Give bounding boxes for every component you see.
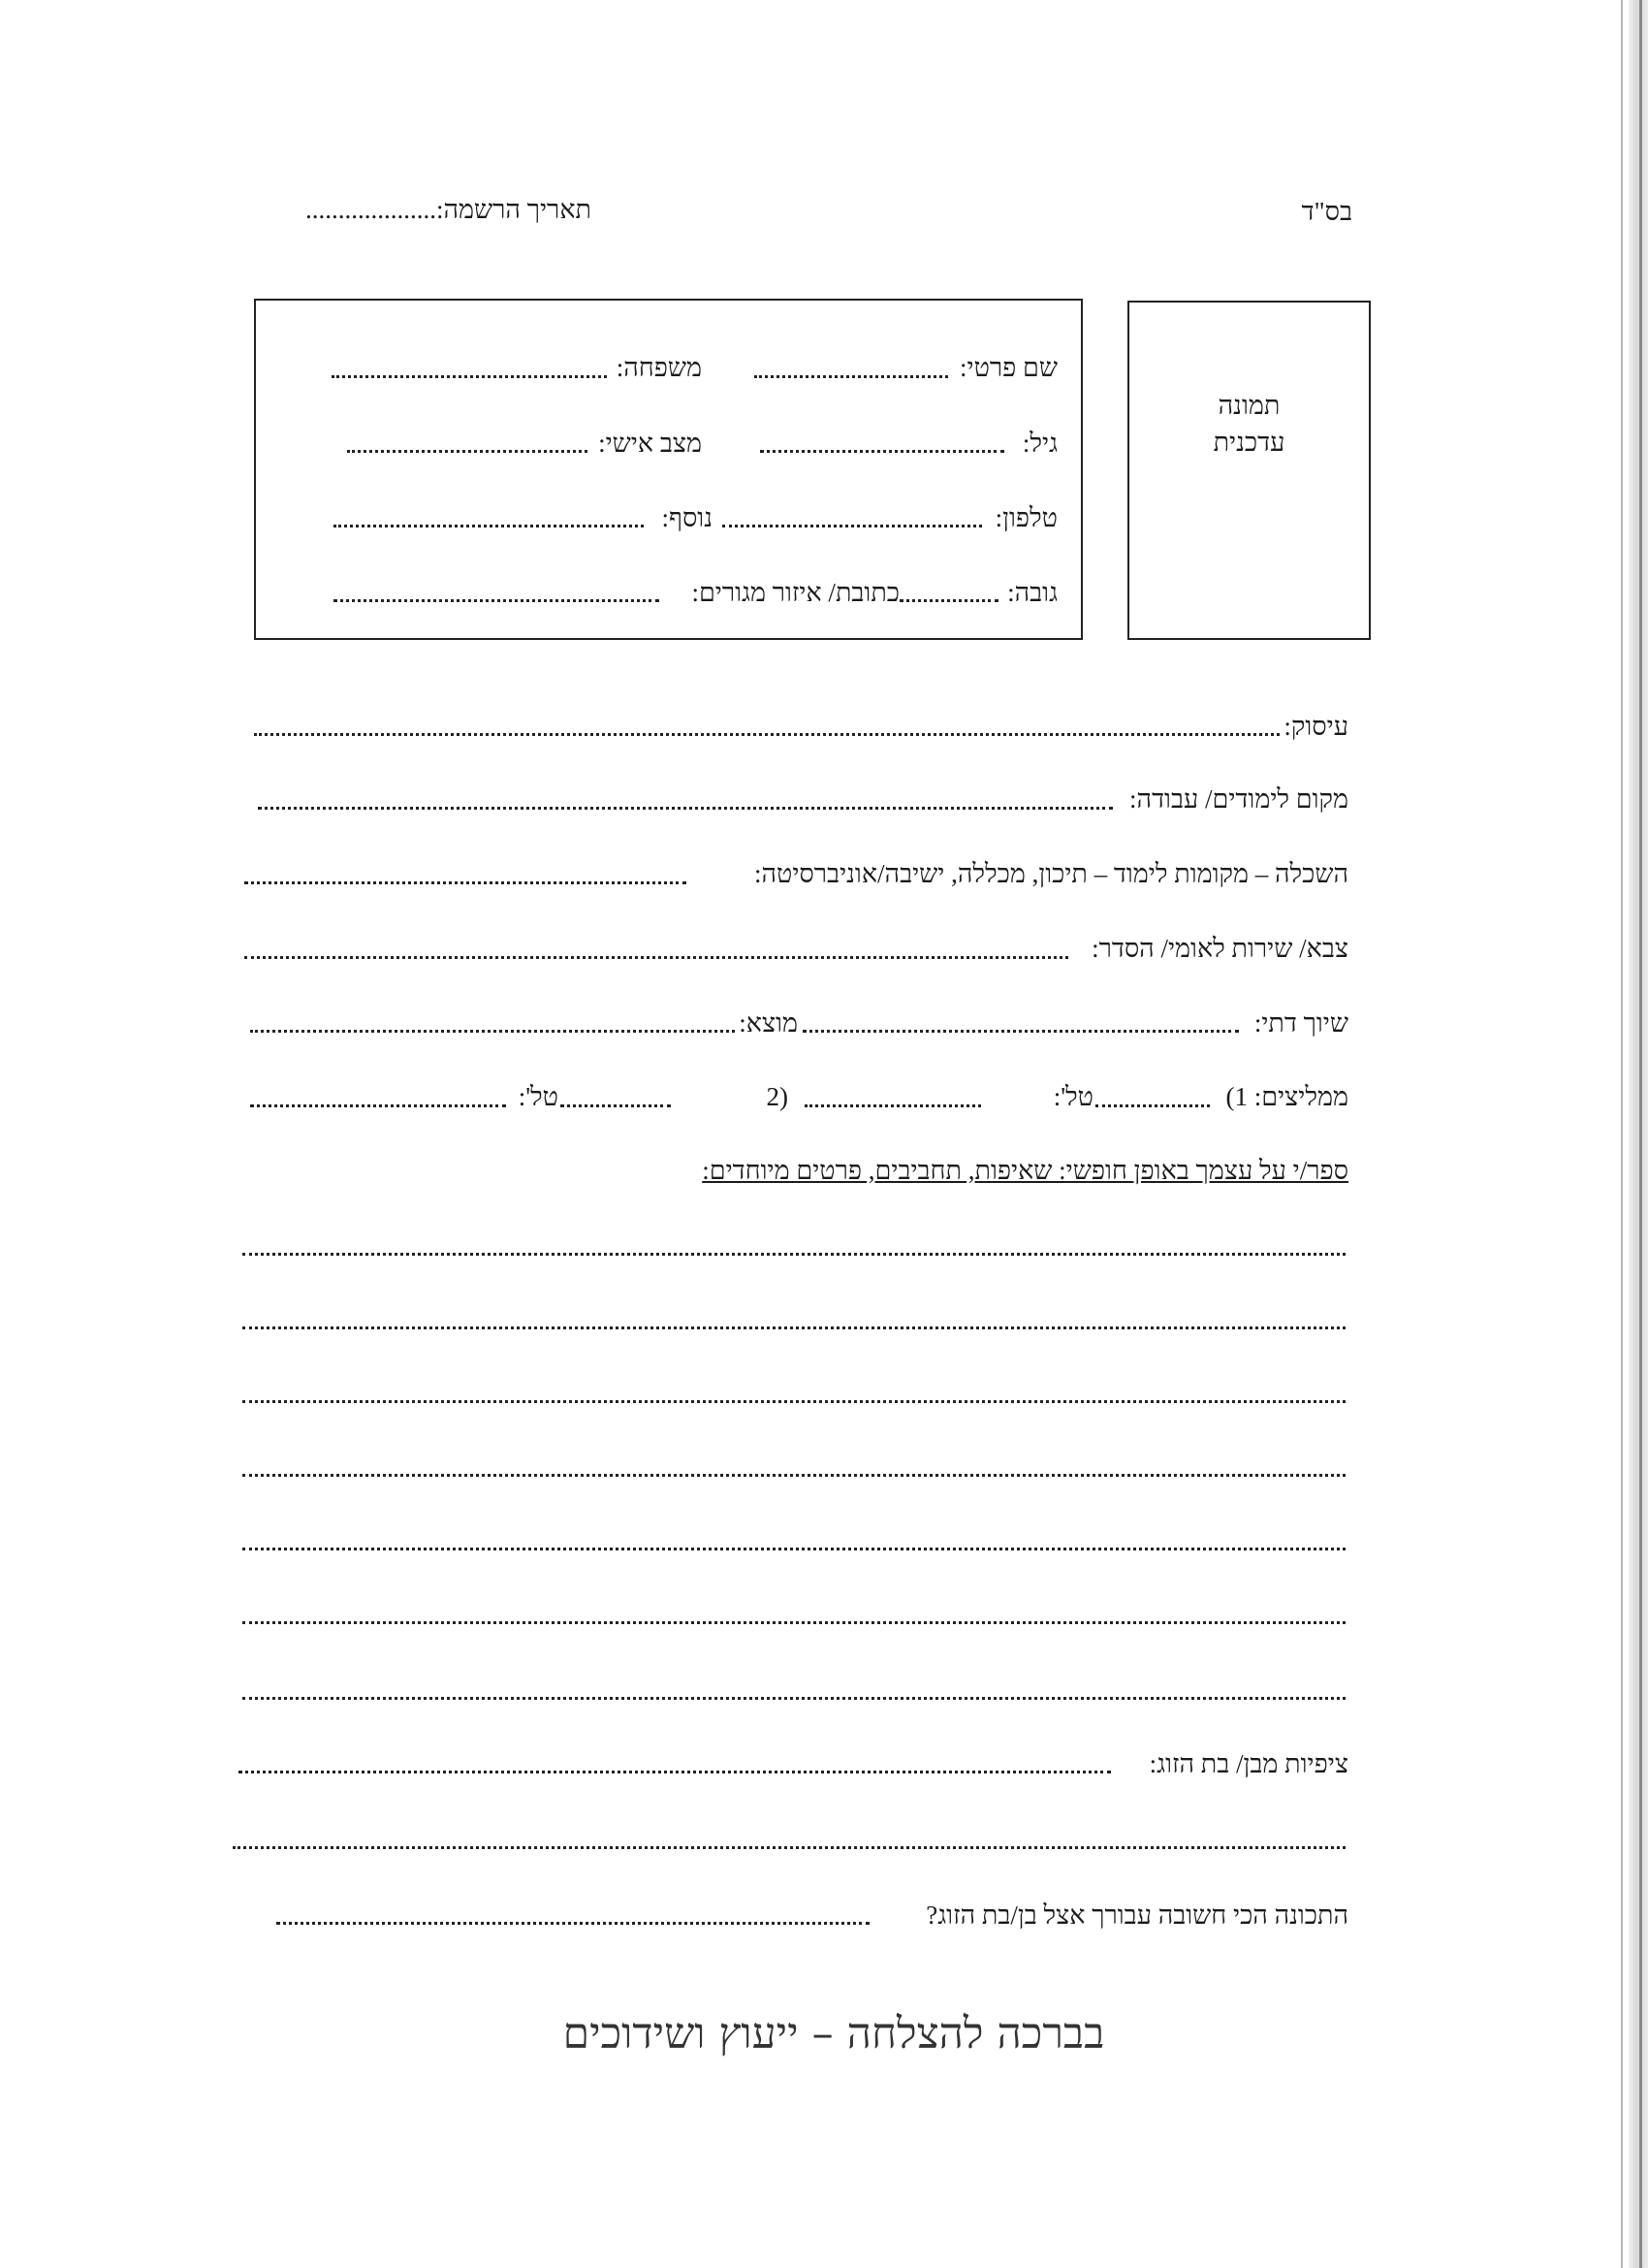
occupation-field[interactable]	[254, 733, 1280, 736]
army-service-field[interactable]	[244, 956, 1068, 959]
height-field[interactable]	[900, 599, 998, 602]
phone-field[interactable]	[722, 525, 982, 527]
address-label: כתובת/ איזור מגורים:	[691, 578, 900, 607]
expectations-field[interactable]	[238, 1771, 1111, 1773]
reference1-name-field[interactable]	[1095, 1104, 1210, 1107]
reference2-name-field[interactable]	[560, 1104, 671, 1107]
references-label: ממליצים: 1)	[1225, 1082, 1348, 1111]
reference2-number: 2)	[766, 1082, 788, 1111]
reference2-phone-field[interactable]	[250, 1104, 506, 1107]
important-trait-label: התכונה הכי חשובה עבורך אצל בן/בת הזוג?	[926, 1901, 1348, 1930]
photo-label-line2: עדכנית	[1213, 428, 1285, 457]
marital-status-label: מצב אישי:	[598, 429, 702, 458]
additional-phone-field[interactable]	[333, 525, 644, 527]
scan-line	[1621, 0, 1623, 2268]
about-yourself-line[interactable]	[242, 1697, 1346, 1700]
about-yourself-line[interactable]	[242, 1400, 1346, 1403]
last-name-label: משפחה:	[616, 353, 702, 382]
registration-date: תאריך הרשמה:....................	[305, 195, 591, 224]
origin-label: מוצא:	[739, 1008, 798, 1038]
education-label: השכלה – מקומות לימוד – תיכון, מכללה, ישיבה/אוניברסיטה:	[754, 859, 1348, 888]
religious-affiliation-label: שיוך דתי:	[1253, 1008, 1348, 1038]
scan-edge	[1629, 0, 1648, 2268]
age-label: גיל:	[1022, 429, 1058, 458]
height-label: גובה:	[1007, 578, 1058, 607]
expectations-line[interactable]	[233, 1846, 1346, 1849]
about-yourself-line[interactable]	[242, 1621, 1346, 1624]
first-name-label: שם פרטי:	[959, 353, 1058, 382]
photo-box[interactable]	[1127, 301, 1371, 640]
photo-label-line1: תמונה	[1218, 391, 1281, 420]
important-trait-field[interactable]	[276, 1922, 870, 1925]
origin-field[interactable]	[250, 1030, 735, 1033]
scan-line	[1639, 0, 1642, 2268]
education-field[interactable]	[244, 881, 686, 884]
phone-label: טלפון:	[995, 503, 1058, 532]
additional-phone-label: נוסף:	[661, 503, 713, 532]
study-work-place-field[interactable]	[258, 807, 1113, 810]
about-yourself-label: ספר/י על עצמך באופן חופשי: שאיפות, תחביבים, פרטים מיוחדים:	[702, 1156, 1348, 1185]
reference1-phone-label: טל':	[1053, 1082, 1093, 1111]
bsd-header: בס"ד	[1301, 197, 1352, 226]
about-yourself-line[interactable]	[242, 1474, 1346, 1477]
address-field[interactable]	[333, 599, 659, 602]
age-field[interactable]	[760, 450, 1004, 453]
last-name-field[interactable]	[332, 375, 607, 378]
religious-affiliation-field[interactable]	[803, 1030, 1239, 1033]
reference1-phone-field[interactable]	[805, 1104, 981, 1107]
reference2-phone-label: טל':	[518, 1082, 558, 1111]
personal-details-box	[254, 299, 1083, 640]
study-work-place-label: מקום לימודים/ עבודה:	[1129, 784, 1348, 814]
expectations-label: ציפיות מבן/ בת הזוג:	[1149, 1749, 1348, 1778]
occupation-label: עיסוק:	[1284, 712, 1348, 741]
army-service-label: צבא/ שירות לאומי/ הסדר:	[1092, 934, 1348, 963]
marital-status-field[interactable]	[347, 450, 587, 453]
about-yourself-line[interactable]	[242, 1253, 1346, 1256]
footer-blessing: בברכה להצלחה – ייעוץ ושידוכים	[562, 2009, 1105, 2059]
first-name-field[interactable]	[754, 375, 948, 378]
about-yourself-line[interactable]	[242, 1548, 1346, 1550]
about-yourself-line[interactable]	[242, 1326, 1346, 1329]
